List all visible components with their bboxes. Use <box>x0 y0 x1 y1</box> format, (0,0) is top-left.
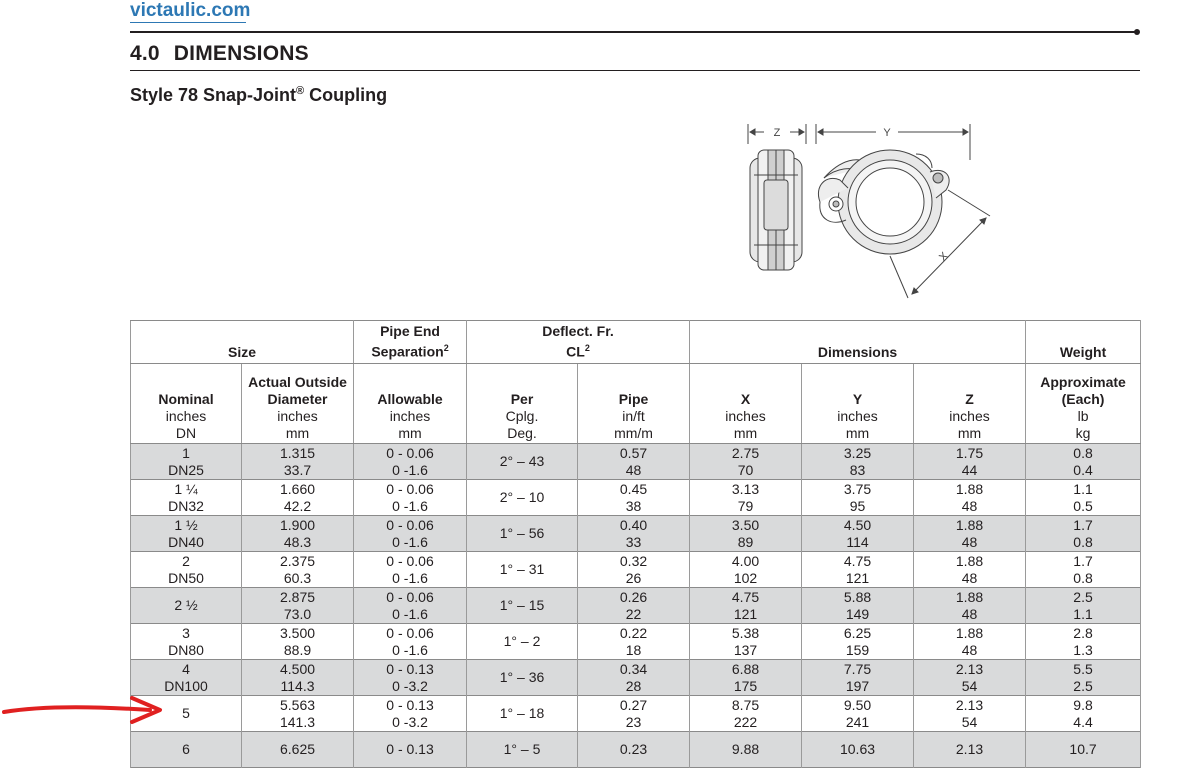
cell-allowable-value-2: 0 -1.6 <box>392 569 428 586</box>
cell-y-value: 4.75 <box>843 552 872 569</box>
cell-y-value-2: 83 <box>849 461 866 478</box>
cell-y <box>802 480 914 516</box>
registered-mark: ® <box>296 85 305 97</box>
product-title <box>130 85 387 106</box>
cell-nominal <box>131 588 242 624</box>
cell-per-coupling <box>467 696 578 732</box>
cell-allowable-value: 0 - 0.13 <box>386 741 434 757</box>
cell-x-value: 4.00 <box>731 552 760 569</box>
cell-x <box>690 516 802 552</box>
cell-allowable-value-2: 0 -1.6 <box>392 497 428 514</box>
cell-allowable <box>354 696 467 732</box>
cell-y <box>802 516 914 552</box>
label-x: X <box>937 250 951 264</box>
cell-allowable <box>354 552 467 588</box>
cell-z-value-2: 48 <box>961 497 978 514</box>
col-actual-od: Actual Outside Diameter inches mm <box>242 364 354 444</box>
col-z: Z inches mm <box>914 364 1026 444</box>
cell-weight <box>1026 552 1141 588</box>
cell-allowable-value: 0 - 0.06 <box>386 444 434 461</box>
cell-nominal-value: 5 <box>182 705 190 721</box>
cell-actual-od <box>242 516 354 552</box>
label-y: Y <box>883 127 891 139</box>
cell-weight-value-2: 0.5 <box>1073 497 1093 514</box>
cell-nominal <box>131 444 242 480</box>
cell-weight <box>1026 480 1141 516</box>
group-deflection: Deflect. Fr. $CL^2$ <box>467 321 690 364</box>
cell-nominal-value-2: DN32 <box>168 497 204 514</box>
cell-x-value: 3.13 <box>731 480 760 497</box>
col-nominal: Nominal inches DN <box>131 364 242 444</box>
cell-per-coupling <box>467 552 578 588</box>
cell-weight <box>1026 444 1141 480</box>
cell-weight-value: 2.5 <box>1073 588 1093 605</box>
cell-y-value: 3.25 <box>843 444 872 461</box>
cell-y <box>802 552 914 588</box>
cell-pipe <box>578 444 690 480</box>
cell-per-coupling <box>467 480 578 516</box>
group-dimensions: Dimensions <box>690 321 1026 364</box>
cell-weight-value: 1.7 <box>1073 516 1093 533</box>
cell-x-value: 8.75 <box>731 696 760 713</box>
cell-y-value-2: 159 <box>845 641 870 658</box>
cell-weight <box>1026 696 1141 732</box>
cell-actual-od <box>242 444 354 480</box>
cell-x-value: 5.38 <box>731 624 760 641</box>
cell-z-value: 1.88 <box>955 480 984 497</box>
col-pipe: Pipe in/ft mm/m <box>578 364 690 444</box>
cell-per-coupling-value: 1° – 5 <box>503 741 541 757</box>
cell-pipe-value-2: 33 <box>625 533 642 550</box>
cell-pipe-value: 0.40 <box>619 516 648 533</box>
cell-pipe <box>578 624 690 660</box>
cell-z-value-2: 44 <box>961 461 978 478</box>
cell-actual-od-value-2: 48.3 <box>283 533 312 550</box>
annotation-arrow-icon <box>0 692 170 732</box>
cell-nominal-value-2: DN40 <box>168 533 204 550</box>
cell-per-coupling-value: 1° – 2 <box>503 633 541 649</box>
cell-pipe-value-2: 23 <box>625 713 642 730</box>
cell-actual-od-value: 4.500 <box>279 660 316 677</box>
cell-y-value-2: 241 <box>845 713 870 730</box>
cell-z-value-2: 48 <box>961 605 978 622</box>
cell-actual-od-value: 1.315 <box>279 444 316 461</box>
col-weight: Approximate (Each) lb kg <box>1026 364 1141 444</box>
cell-allowable <box>354 660 467 696</box>
cell-allowable <box>354 624 467 660</box>
cell-y-value: 4.50 <box>843 516 872 533</box>
cell-nominal <box>131 480 242 516</box>
cell-actual-od <box>242 624 354 660</box>
cell-actual-od <box>242 732 354 768</box>
cell-pipe-value: 0.45 <box>619 480 648 497</box>
cell-nominal-value-2: DN80 <box>168 641 204 658</box>
cell-allowable-value-2: 0 -3.2 <box>392 713 428 730</box>
cell-weight-value: 5.5 <box>1073 660 1093 677</box>
cell-y <box>802 732 914 768</box>
cell-weight-value-2: 0.4 <box>1073 461 1093 478</box>
cell-per-coupling-value: 1° – 56 <box>499 525 545 541</box>
cell-nominal <box>131 516 242 552</box>
cell-z-value: 1.88 <box>955 516 984 533</box>
table-row <box>131 552 1141 588</box>
cell-y <box>802 696 914 732</box>
cell-z-value-2: 48 <box>961 533 978 550</box>
table-row <box>131 624 1141 660</box>
cell-allowable <box>354 732 467 768</box>
cell-actual-od-value-2: 42.2 <box>283 497 312 514</box>
cell-pipe <box>578 552 690 588</box>
cell-pipe <box>578 660 690 696</box>
cell-pipe <box>578 732 690 768</box>
table-row <box>131 588 1141 624</box>
product-name: Style 78 Snap-Joint <box>130 85 297 105</box>
cell-z-value-2: 48 <box>961 641 978 658</box>
cell-actual-od-value-2: 60.3 <box>283 569 312 586</box>
label-z: Z <box>773 127 781 139</box>
cell-nominal <box>131 732 242 768</box>
cell-pipe-value: 0.34 <box>619 660 648 677</box>
cell-weight-value-2: 4.4 <box>1073 713 1093 730</box>
cell-nominal-value: 3 <box>182 624 190 641</box>
cell-allowable <box>354 444 467 480</box>
cell-z <box>914 696 1026 732</box>
table-row <box>131 732 1141 768</box>
cell-actual-od <box>242 660 354 696</box>
cell-z <box>914 480 1026 516</box>
cell-weight-value-2: 0.8 <box>1073 569 1093 586</box>
table-row <box>131 480 1141 516</box>
cell-allowable <box>354 516 467 552</box>
cell-pipe-value: 0.26 <box>619 588 648 605</box>
cell-pipe-value: 0.22 <box>619 624 648 641</box>
cell-x <box>690 660 802 696</box>
cell-allowable <box>354 480 467 516</box>
cell-x-value: 3.50 <box>731 516 760 533</box>
cell-allowable-value-2: 0 -1.6 <box>392 605 428 622</box>
cell-per-coupling <box>467 732 578 768</box>
cell-weight-value-2: 1.1 <box>1073 605 1093 622</box>
cell-nominal-value-2: DN50 <box>168 569 204 586</box>
cell-per-coupling-value: 1° – 36 <box>499 669 545 685</box>
cell-weight <box>1026 732 1141 768</box>
cell-z <box>914 444 1026 480</box>
group-weight: Weight <box>1026 321 1141 364</box>
cell-z-value-2: 54 <box>961 713 978 730</box>
cell-nominal-value-2: DN100 <box>164 677 208 694</box>
cell-y-value-2: 114 <box>846 533 869 550</box>
cell-z <box>914 660 1026 696</box>
cell-actual-od-value: 6.625 <box>279 741 316 757</box>
cell-actual-od-value: 5.563 <box>279 696 316 713</box>
header-rule <box>130 31 1138 33</box>
cell-pipe-value-2: 38 <box>625 497 642 514</box>
cell-pipe-value-2: 28 <box>625 677 642 694</box>
cell-per-coupling <box>467 660 578 696</box>
cell-pipe-value-2: 18 <box>625 641 642 658</box>
cell-actual-od-value-2: 33.7 <box>283 461 312 478</box>
cell-weight-value: 1.1 <box>1073 480 1093 497</box>
cell-allowable-value: 0 - 0.06 <box>386 516 434 533</box>
cell-nominal-value: 1 <box>182 444 190 461</box>
cell-weight-value: 0.8 <box>1073 444 1093 461</box>
cell-x <box>690 624 802 660</box>
cell-actual-od-value-2: 73.0 <box>283 605 312 622</box>
cell-allowable-value: 0 - 0.06 <box>386 624 434 641</box>
cell-allowable-value-2: 0 -1.6 <box>392 641 428 658</box>
cell-weight-value-2: 0.8 <box>1073 533 1093 550</box>
cell-pipe <box>578 696 690 732</box>
cell-actual-od <box>242 696 354 732</box>
cell-y-value-2: 121 <box>845 569 870 586</box>
cell-y <box>802 588 914 624</box>
cell-y <box>802 444 914 480</box>
cell-z-value: 2.13 <box>955 696 984 713</box>
cell-y-value: 6.25 <box>843 624 872 641</box>
cell-x-value-2: 102 <box>733 569 758 586</box>
cell-z <box>914 588 1026 624</box>
cell-pipe <box>578 588 690 624</box>
section-number: 4.0 <box>130 42 160 65</box>
cell-per-coupling <box>467 516 578 552</box>
cell-z-value: 1.75 <box>955 444 984 461</box>
cell-weight <box>1026 624 1141 660</box>
section-heading: DIMENSIONS <box>173 42 309 65</box>
cell-per-coupling <box>467 624 578 660</box>
group-size: Size <box>131 321 354 364</box>
cell-y-value: 9.50 <box>843 696 872 713</box>
cell-weight-value: 1.7 <box>1073 552 1093 569</box>
cell-actual-od-value-2: 114.3 <box>280 677 315 694</box>
cell-actual-od-value-2: 141.3 <box>279 713 316 730</box>
cell-weight-value-2: 2.5 <box>1073 677 1093 694</box>
cell-actual-od <box>242 480 354 516</box>
cell-y-value-2: 149 <box>845 605 870 622</box>
cell-x <box>690 444 802 480</box>
cell-y-value: 10.63 <box>839 741 876 757</box>
cell-x <box>690 552 802 588</box>
cell-z-value-2: 48 <box>961 569 978 586</box>
cell-weight <box>1026 516 1141 552</box>
cell-allowable-value: 0 - 0.06 <box>386 480 434 497</box>
table-row <box>131 696 1141 732</box>
group-pipe-end: Pipe End Separation$^2$ <box>354 321 467 364</box>
col-per-coupling: Per Cplg. Deg. <box>467 364 578 444</box>
cell-actual-od-value: 2.875 <box>279 588 316 605</box>
cell-weight-value: 10.7 <box>1069 741 1097 757</box>
dimensions-table <box>130 320 1141 768</box>
cell-per-coupling-value: 2° – 10 <box>499 489 545 505</box>
cell-z <box>914 624 1026 660</box>
cell-x-value: 4.75 <box>731 588 760 605</box>
coupling-diagram <box>740 120 1000 305</box>
header-rule-dot <box>1134 29 1140 35</box>
section-title <box>130 42 309 66</box>
cell-allowable-value: 0 - 0.06 <box>386 588 434 605</box>
cell-pipe-value-2: 48 <box>625 461 642 478</box>
cell-z <box>914 552 1026 588</box>
dimensions-table-body <box>131 444 1141 768</box>
cell-nominal <box>131 624 242 660</box>
cell-pipe-value-2: 26 <box>625 569 642 586</box>
col-allowable: Allowable inches mm <box>354 364 467 444</box>
cell-x-value: 2.75 <box>731 444 760 461</box>
cell-y <box>802 624 914 660</box>
cell-nominal <box>131 552 242 588</box>
cell-z-value-2: 54 <box>961 677 978 694</box>
cell-nominal <box>131 660 242 696</box>
cell-actual-od-value: 3.500 <box>279 624 316 641</box>
cell-nominal-value: 4 <box>182 660 190 677</box>
cell-x <box>690 696 802 732</box>
table-row <box>131 660 1141 696</box>
cell-pipe-value: 0.32 <box>619 552 648 569</box>
table-row <box>131 444 1141 480</box>
cell-allowable-value-2: 0 -1.6 <box>392 533 428 550</box>
cell-per-coupling-value: 1° – 18 <box>499 705 545 721</box>
cell-actual-od <box>242 552 354 588</box>
cell-y <box>802 660 914 696</box>
product-suffix: Coupling <box>304 85 388 105</box>
cell-z-value: 2.13 <box>955 741 984 757</box>
cell-x <box>690 480 802 516</box>
cell-x-value-2: 70 <box>737 461 754 478</box>
cell-x-value-2: 137 <box>733 641 758 658</box>
cell-nominal-value: 2 <box>182 552 190 569</box>
cell-nominal-value: 1 ¼ <box>174 480 198 497</box>
cell-pipe-value-2: 22 <box>625 605 642 622</box>
cell-pipe-value: 0.27 <box>619 696 648 713</box>
cell-nominal-value: 6 <box>182 741 190 757</box>
cell-z <box>914 732 1026 768</box>
cell-x <box>690 588 802 624</box>
cell-z-value: 1.88 <box>955 552 984 569</box>
cell-nominal-value: 2 ½ <box>174 597 198 613</box>
cell-allowable-value-2: 0 -3.2 <box>392 677 428 694</box>
cell-pipe-value: 0.23 <box>619 741 648 757</box>
cell-z-value: 2.13 <box>955 660 984 677</box>
cell-weight <box>1026 660 1141 696</box>
cell-allowable <box>354 588 467 624</box>
brand-underline <box>130 22 246 23</box>
cell-nominal-value: 1 ½ <box>174 516 198 533</box>
cell-nominal-value-2: DN25 <box>168 461 204 478</box>
cell-pipe <box>578 516 690 552</box>
cell-z <box>914 516 1026 552</box>
cell-weight-value: 9.8 <box>1073 696 1093 713</box>
cell-pipe <box>578 480 690 516</box>
cell-x-value: 9.88 <box>731 741 760 757</box>
cell-z-value: 1.88 <box>955 624 984 641</box>
col-x: X inches mm <box>690 364 802 444</box>
cell-per-coupling-value: 2° – 43 <box>499 453 545 469</box>
cell-pipe-value: 0.57 <box>619 444 648 461</box>
cell-allowable-value: 0 - 0.13 <box>386 696 434 713</box>
cell-x <box>690 732 802 768</box>
cell-actual-od-value: 2.375 <box>279 552 316 569</box>
cell-actual-od-value: 1.900 <box>279 516 316 533</box>
cell-weight <box>1026 588 1141 624</box>
cell-allowable-value: 0 - 0.06 <box>386 552 434 569</box>
cell-y-value-2: 95 <box>849 497 866 514</box>
cell-actual-od-value-2: 88.9 <box>283 641 312 658</box>
cell-x-value-2: 175 <box>733 677 758 694</box>
cell-weight-value-2: 1.3 <box>1073 641 1093 658</box>
cell-y-value: 5.88 <box>843 588 872 605</box>
cell-y-value: 7.75 <box>843 660 872 677</box>
section-rule <box>130 70 1140 71</box>
cell-per-coupling <box>467 444 578 480</box>
cell-y-value-2: 197 <box>845 677 870 694</box>
cell-x-value-2: 89 <box>737 533 754 550</box>
cell-actual-od-value: 1.660 <box>279 480 316 497</box>
cell-x-value-2: 121 <box>733 605 758 622</box>
cell-y-value: 3.75 <box>843 480 872 497</box>
brand-link[interactable]: victaulic.com <box>130 0 251 21</box>
cell-allowable-value: 0 - 0.13 <box>386 660 434 677</box>
cell-actual-od <box>242 588 354 624</box>
cell-per-coupling-value: 1° – 15 <box>499 597 545 613</box>
cell-allowable-value-2: 0 -1.6 <box>392 461 428 478</box>
cell-z-value: 1.88 <box>955 588 984 605</box>
table-row <box>131 516 1141 552</box>
cell-per-coupling <box>467 588 578 624</box>
cell-per-coupling-value: 1° – 31 <box>499 561 545 577</box>
col-y: Y inches mm <box>802 364 914 444</box>
cell-x-value-2: 79 <box>737 497 754 514</box>
cell-x-value-2: 222 <box>733 713 758 730</box>
cell-weight-value: 2.8 <box>1073 624 1093 641</box>
cell-x-value: 6.88 <box>731 660 760 677</box>
